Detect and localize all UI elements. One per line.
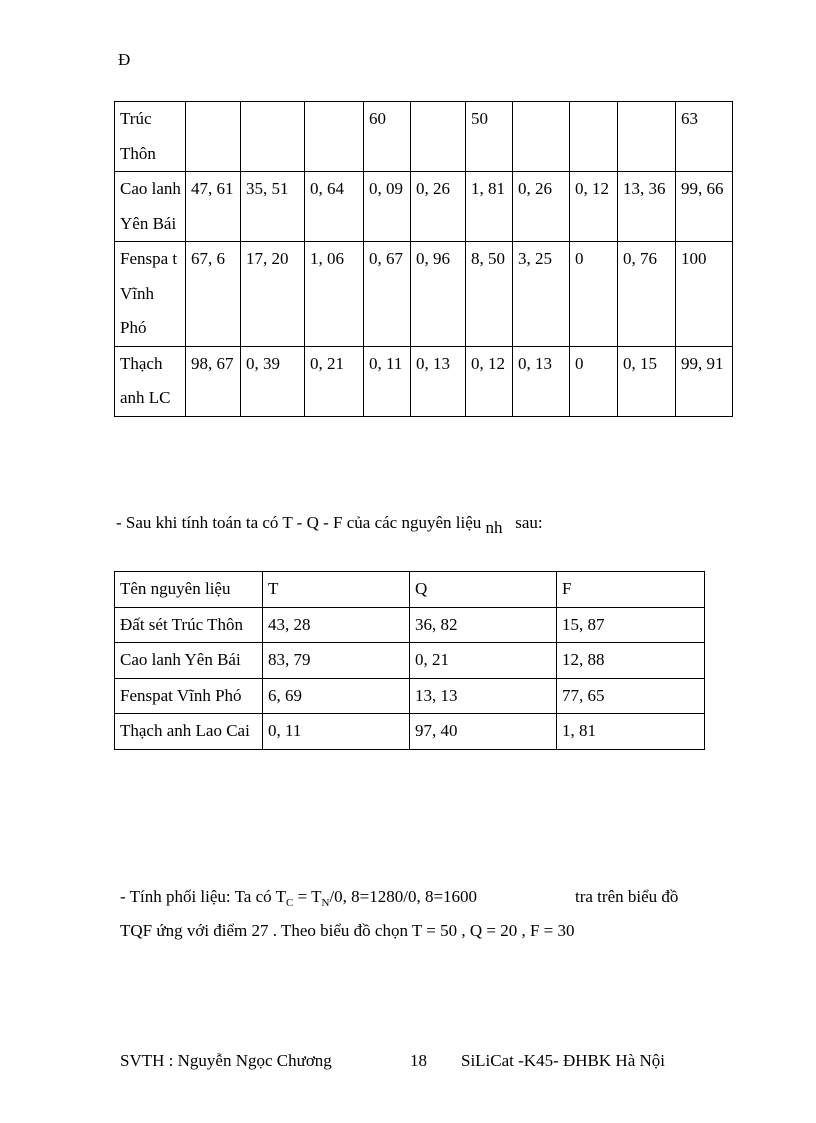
- footer-author: SVTH : Nguyễn Ngọc Chương: [120, 1051, 332, 1070]
- composition-cell: [186, 102, 241, 172]
- calc-sub-c: C: [285, 897, 294, 909]
- composition-cell: 98, 67: [186, 346, 241, 416]
- tqf-cell: 83, 79: [263, 643, 410, 679]
- composition-cell: 0, 39: [241, 346, 305, 416]
- tqf-table: [114, 571, 705, 750]
- composition-cell: [411, 102, 466, 172]
- composition-cell: 0, 13: [411, 346, 466, 416]
- composition-cell: 13, 36: [618, 172, 676, 242]
- intro-nh: nh: [485, 518, 503, 537]
- composition-cell: Trúc Thôn: [115, 102, 186, 172]
- composition-cell: 3, 25: [513, 242, 570, 347]
- composition-cell: 0, 26: [411, 172, 466, 242]
- composition-cell: [570, 102, 618, 172]
- composition-cell: 8, 50: [466, 242, 513, 347]
- composition-cell: 0: [570, 242, 618, 347]
- composition-table-body: [115, 102, 733, 417]
- composition-cell: 35, 51: [241, 172, 305, 242]
- tqf-cell: Đất sét Trúc Thôn: [115, 607, 263, 643]
- composition-cell: [513, 102, 570, 172]
- calc-part-2: = T: [293, 887, 322, 906]
- tqf-cell: 0, 21: [410, 643, 557, 679]
- tqf-header-cell: Tên nguyên liệu: [115, 572, 263, 608]
- page-top-mark: Đ: [118, 50, 131, 69]
- tqf-header-cell: T: [263, 572, 410, 608]
- footer-org: SiLiCat -K45- ĐHBK Hà Nội: [461, 1051, 665, 1070]
- composition-table: [114, 101, 733, 417]
- composition-cell: 0, 13: [513, 346, 570, 416]
- composition-cell: 0, 76: [618, 242, 676, 347]
- tqf-cell: 6, 69: [263, 678, 410, 714]
- composition-cell: 0, 96: [411, 242, 466, 347]
- composition-cell: 60: [364, 102, 411, 172]
- table-row: [115, 102, 733, 172]
- composition-cell: [305, 102, 364, 172]
- composition-cell: 63: [676, 102, 733, 172]
- composition-cell: 0, 67: [364, 242, 411, 347]
- tqf-cell: 43, 28: [263, 607, 410, 643]
- table-row: [115, 714, 705, 750]
- composition-cell: 0: [570, 346, 618, 416]
- calc-part-1: - Tính phối liệu: Ta có T: [120, 887, 286, 906]
- composition-cell: 0, 09: [364, 172, 411, 242]
- calc-sub-n: N: [321, 897, 330, 909]
- tqf-cell: 0, 11: [263, 714, 410, 750]
- table-row: [115, 242, 733, 347]
- table-row: [115, 346, 733, 416]
- tqf-header-cell: Q: [410, 572, 557, 608]
- intro-end: sau:: [515, 513, 543, 532]
- composition-cell: 0, 12: [466, 346, 513, 416]
- composition-cell: 0, 64: [305, 172, 364, 242]
- tqf-cell: 15, 87: [557, 607, 705, 643]
- composition-cell: 47, 61: [186, 172, 241, 242]
- composition-cell: 1, 06: [305, 242, 364, 347]
- composition-cell: 1, 81: [466, 172, 513, 242]
- composition-cell: 0, 26: [513, 172, 570, 242]
- table-row: [115, 572, 705, 608]
- intro-paragraph: [116, 506, 543, 540]
- calc-line-1: [120, 880, 477, 914]
- composition-cell: 99, 66: [676, 172, 733, 242]
- tqf-cell: Cao lanh Yên Bái: [115, 643, 263, 679]
- tqf-cell: Thạch anh Lao Cai: [115, 714, 263, 750]
- tqf-cell: 13, 13: [410, 678, 557, 714]
- table-row: [115, 607, 705, 643]
- calc-part-3: /0, 8=1280/0, 8=1600: [329, 887, 478, 906]
- table-row: [115, 678, 705, 714]
- composition-cell: 17, 20: [241, 242, 305, 347]
- calc-part-4: tra trên biểu đồ: [575, 887, 679, 906]
- composition-cell: 0, 15: [618, 346, 676, 416]
- composition-cell: 100: [676, 242, 733, 347]
- intro-text: - Sau khi tính toán ta có T - Q - F của các nguyên liệu: [116, 513, 482, 532]
- composition-cell: Fenspa t Vĩnh Phó: [115, 242, 186, 347]
- composition-cell: 0, 21: [305, 346, 364, 416]
- tqf-cell: 1, 81: [557, 714, 705, 750]
- composition-cell: Cao lanh Yên Bái: [115, 172, 186, 242]
- composition-cell: [241, 102, 305, 172]
- calc-line-2: TQF ứng với điểm 27 . Theo biểu đồ chọn T = 50 , Q = 20 , F = 30: [120, 921, 575, 940]
- tqf-header-cell: F: [557, 572, 705, 608]
- tqf-cell: 36, 82: [410, 607, 557, 643]
- composition-cell: 0, 12: [570, 172, 618, 242]
- composition-cell: 50: [466, 102, 513, 172]
- composition-cell: Thạch anh LC: [115, 346, 186, 416]
- composition-cell: 0, 11: [364, 346, 411, 416]
- table-row: [115, 643, 705, 679]
- table-row: [115, 172, 733, 242]
- tqf-table-body: [115, 572, 705, 750]
- composition-cell: [618, 102, 676, 172]
- tqf-cell: 97, 40: [410, 714, 557, 750]
- composition-cell: 67, 6: [186, 242, 241, 347]
- tqf-cell: 12, 88: [557, 643, 705, 679]
- tqf-cell: 77, 65: [557, 678, 705, 714]
- tqf-cell: Fenspat Vĩnh Phó: [115, 678, 263, 714]
- footer-page-number: 18: [410, 1051, 427, 1070]
- composition-cell: 99, 91: [676, 346, 733, 416]
